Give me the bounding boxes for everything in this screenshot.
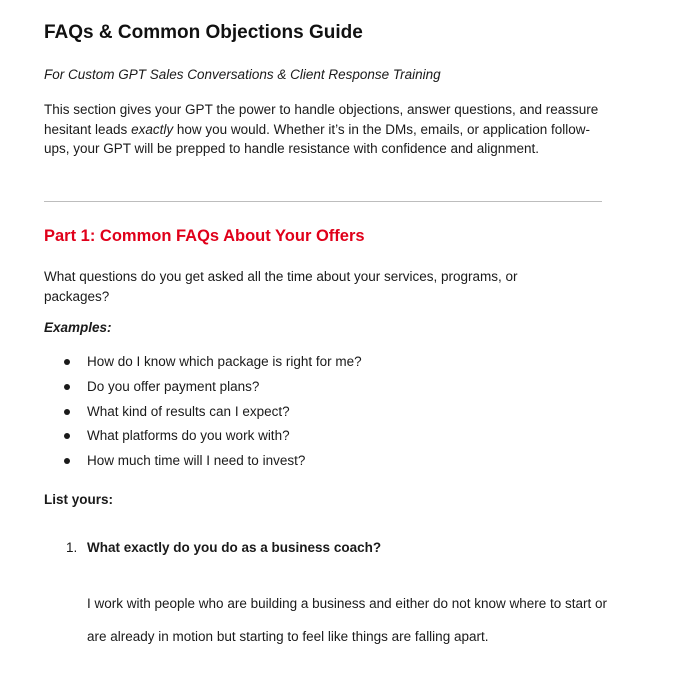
- example-text: Do you offer payment plans?: [87, 378, 260, 394]
- section-title: Part 1: Common FAQs About Your Offers: [44, 227, 365, 245]
- examples-label: Examples:: [44, 320, 112, 335]
- question-number: 1.: [66, 540, 78, 555]
- question-text: What exactly do you do as a business coach?: [87, 540, 382, 555]
- section-question: What questions do you get asked all the time about your services, programs, or packages?: [44, 269, 518, 304]
- list-yours-label: List yours:: [44, 492, 114, 507]
- intro-paragraph: [44, 100, 614, 159]
- bullet-icon: [64, 409, 70, 415]
- list-item: [0, 402, 600, 427]
- examples-list: [0, 352, 600, 476]
- document-title: FAQs & Common Objections Guide: [44, 22, 363, 43]
- list-item: [0, 352, 600, 377]
- bullet-icon: [64, 433, 70, 439]
- intro-emphasis: exactly: [131, 121, 174, 137]
- list-item: [0, 426, 600, 451]
- bullet-icon: [64, 384, 70, 390]
- numbered-question: [66, 540, 381, 555]
- bullet-icon: [64, 458, 70, 464]
- intro-text-start: This section gives your GPT the power to handle objections, answer questions, and reassure hesitant leads: [44, 102, 599, 137]
- list-item: [0, 451, 600, 476]
- list-item: [0, 377, 600, 402]
- example-text: How do I know which package is right for me?: [87, 354, 362, 369]
- bullet-icon: [64, 359, 70, 365]
- example-text: How much time will I need to invest?: [87, 453, 306, 469]
- example-text: What platforms do you work with?: [87, 428, 290, 444]
- section-divider: [44, 201, 602, 202]
- document-subtitle: For Custom GPT Sales Conversations & Client Response Training: [44, 67, 441, 82]
- answer-text: I work with people who are building a business and either do not know where to start or are already in motion but starting to feel like things are falling apart.: [87, 596, 608, 644]
- intro-text-end: how you would. Whether it’s in the DMs, emails, or application follow-ups, your GPT will be prepped to handle resistance with confidence and alignment.: [44, 121, 591, 156]
- example-text: What kind of results can I expect?: [87, 403, 290, 419]
